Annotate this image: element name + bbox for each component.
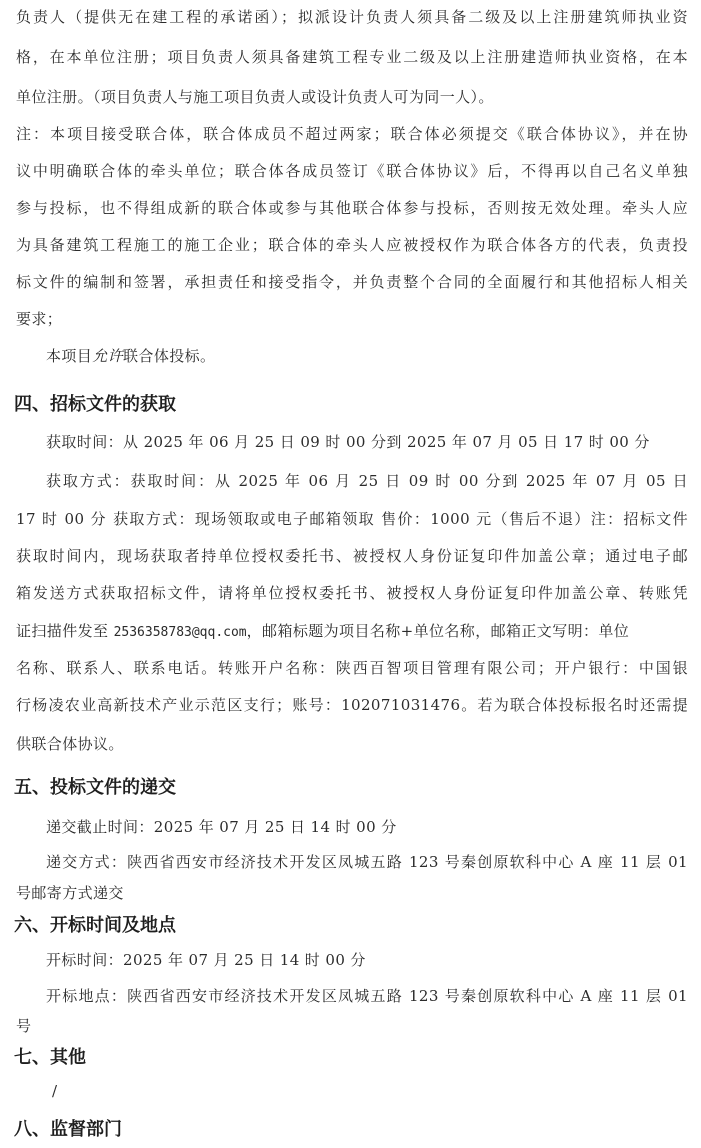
note-line-3: 参与投标，也不得组成新的联合体或参与其他联合体参与投标，否则按无效处理。牵头人应 [16, 199, 688, 217]
section-5-method-line-1: 递交方式：陕西省西安市经济技术开发区凤城五路 123 号秦创原软科中心 A 座 11 层 01 [46, 853, 688, 871]
section-4-heading: 四、招标文件的获取 [14, 394, 176, 415]
section-5-deadline: 递交截止时间：2025 年 07 月 25 日 14 时 00 分 [46, 818, 397, 836]
section-4-tail-line-3: 供联合体协议。 [16, 735, 124, 753]
email-prefix: 证扫描件发至 [16, 622, 114, 640]
consortium-suffix: 联合体投标。 [123, 347, 216, 365]
section-4-method-line-2: 17 时 00 分 获取方式：现场领取或电子邮箱领取 售价：1000 元（售后不退）注：招标文件 [16, 510, 688, 528]
email-suffix: ，邮箱标题为项目名称+单位名称，邮箱正文写明：单位 [246, 622, 630, 640]
section-6-heading: 六、开标时间及地点 [14, 915, 176, 936]
consortium-value: 允许 [92, 347, 124, 365]
section-4-method-line-1: 获取方式：获取时间：从 2025 年 06 月 25 日 09 时 00 分到 2025 年 07 月 05 日 [46, 472, 688, 490]
note-line-1: 注：本项目接受联合体，联合体成员不超过两家；联合体必须提交《联合体协议》，并在协 [16, 125, 688, 143]
consortium-prefix: 本项目 [46, 347, 93, 365]
consortium-statement [46, 345, 688, 367]
qualification-line-2: 格，在本单位注册；项目负责人须具备建筑工程专业二级及以上注册建造师执业资格，在本 [16, 48, 688, 66]
section-4-tail-line-2: 行杨凌农业高新技术产业示范区支行；账号：102071031476。若为联合体投标报名时还需提 [16, 696, 688, 714]
qualification-line-1: 负责人（提供无在建工程的承诺函）；拟派设计负责人须具备二级及以上注册建筑师执业资 [16, 8, 688, 26]
section-7-heading: 七、其他 [14, 1047, 86, 1068]
note-line-6: 要求； [16, 310, 63, 328]
note-line-5: 标文件的编制和签署，承担责任和接受指令，并负责整个合同的全面履行和其他招标人相关 [16, 273, 688, 291]
section-5-heading: 五、投标文件的递交 [14, 777, 176, 798]
note-line-2: 议中明确联合体的牵头单位；联合体各成员签订《联合体协议》后，不得再以自己名义单独 [16, 162, 688, 180]
section-4-tail-line-1: 名称、联系人、联系电话。转账开户名称：陕西百智项目管理有限公司；开户银行：中国银 [16, 659, 688, 677]
note-line-4: 为具备建筑工程施工的施工企业；联合体的牵头人应被授权作为联合体各方的代表，负责投 [16, 236, 688, 254]
section-6-place-line-2: 号 [16, 1017, 32, 1035]
section-8-heading: 八、监督部门 [14, 1119, 122, 1140]
section-6-place-line-1: 开标地点：陕西省西安市经济技术开发区凤城五路 123 号秦创原软科中心 A 座 11 层 01 [46, 987, 688, 1005]
email-address: 2536358783@qq.com [113, 625, 247, 640]
section-5-method-line-2: 号邮寄方式递交 [16, 884, 124, 902]
section-4-method-line-3: 获取时间内，现场获取者持单位授权委托书、被授权人身份证复印件加盖公章；通过电子邮 [16, 547, 688, 565]
section-4-method-line-4: 箱发送方式获取招标文件，请将单位授权委托书、被授权人身份证复印件加盖公章、转账凭 [16, 584, 688, 602]
section-4-email-line [16, 620, 688, 644]
section-4-time: 获取时间：从 2025 年 06 月 25 日 09 时 00 分到 2025 年 07 月 05 日 17 时 00 分 [46, 433, 650, 451]
qualification-line-3: 单位注册。（项目负责人与施工项目负责人或设计负责人可为同一人）。 [16, 88, 494, 106]
section-6-time: 开标时间：2025 年 07 月 25 日 14 时 00 分 [46, 951, 366, 969]
section-7-content: / [52, 1082, 58, 1100]
